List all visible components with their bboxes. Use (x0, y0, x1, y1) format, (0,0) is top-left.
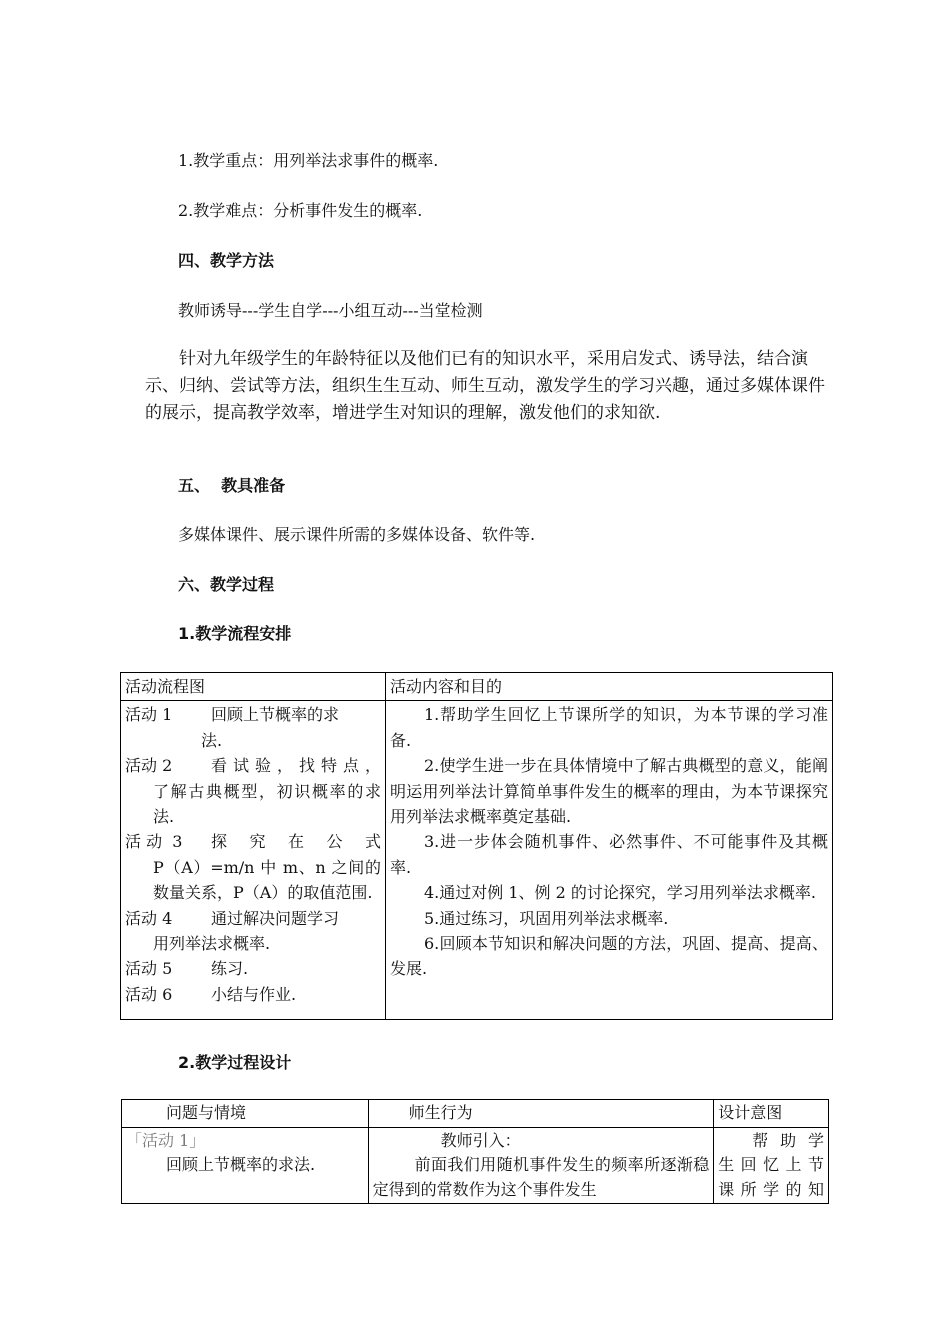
goal-item: 4.通过对例 1、例 2 的讨论探究，学习用列举法求概率. (424, 883, 816, 903)
flow-header-cell: 活动内容和目的 (386, 673, 833, 701)
behavior-text: 前面我们用随机事件发生的频率所逐渐稳定得到的常数作为这个事件发生 (372, 1155, 710, 1199)
activity-item: 活动 4 通过解决问题学习 用列举法求概率. (125, 906, 381, 957)
activity-name: 活 动 3 (125, 832, 183, 852)
goal-item: 6.回顾本节知识和解决问题的方法，巩固、提高、提高、发展. (390, 934, 828, 979)
behavior-cell (368, 1127, 714, 1204)
subheading-flow: 1.教学流程安排 (178, 624, 292, 643)
intent-line: 生回忆上节 (718, 1155, 824, 1174)
activity-name: 活动 6 (125, 984, 173, 1004)
situation-text: 回顾上节概率的求法. (166, 1155, 316, 1174)
teaching-focus: 1.教学重点：用列举法求事件的概率. (178, 151, 439, 170)
activity-text: 练习. (211, 959, 249, 979)
flow-table (120, 672, 833, 1020)
activity-name: 活动 4 (125, 908, 173, 928)
situation-cell (122, 1127, 369, 1204)
section-heading-methods: 四、教学方法 (178, 251, 275, 270)
activity-item: 活动 1 回顾上节概率的求 法. (125, 702, 381, 753)
goals-cell (386, 701, 833, 1020)
activity-tag: 「活动 1」 (126, 1130, 206, 1150)
activity-name: 活动 1 (125, 705, 173, 725)
activity-name: 活动 5 (125, 959, 173, 979)
activity-cell (121, 701, 386, 1020)
goal-item: 1.帮助学生回忆上节课所学的知识，为本节课的学习准备. (390, 705, 828, 750)
design-table (121, 1099, 829, 1204)
intent-cell (714, 1127, 829, 1204)
activity-item: 活动 2 看试验，找特点， 了解古典概型，初识概率的求法. (125, 753, 381, 829)
activity-text: 回顾上节概率的求 (211, 705, 340, 725)
flow-table-header (121, 673, 833, 701)
design-header-cell: 师生行为 (368, 1100, 714, 1128)
goal-item: 3.进一步体会随机事件、必然事件、不可能事件及其概率. (390, 832, 828, 877)
flow-header-cell: 活动流程图 (121, 673, 386, 701)
intent-line: 课所学的知 (718, 1179, 824, 1199)
subheading-design: 2.教学过程设计 (178, 1053, 292, 1072)
methods-line: 教师诱导---学生自学---小组互动---当堂检测 (178, 301, 483, 320)
teaching-difficulty: 2.教学难点：分析事件发生的概率. (178, 201, 423, 220)
tools-text: 多媒体课件、展示课件所需的多媒体设备、软件等. (178, 525, 536, 544)
activity-item (125, 982, 381, 1007)
activity-name: 活动 2 (125, 756, 173, 776)
goal-item: 5.通过练习，巩固用列举法求概率. (424, 908, 669, 928)
goal-item: 2.使学生进一步在具体情境中了解古典概型的意义，能阐明运用列举法计算简单事件发生的概率的理由，为本节课探究用列举法求概率奠定基础. (390, 756, 828, 827)
design-header-cell: 设计意图 (714, 1100, 829, 1128)
activity-item: 活 动 3 探 究 在 公 式 P（A）=m/n 中 m、n 之间的数量关系，P（A）的取值范围. (125, 829, 381, 905)
section-heading-tools: 五、 教具准备 (178, 476, 286, 495)
flow-table-row (121, 701, 833, 1020)
design-table-row (122, 1127, 829, 1204)
activity-item (125, 956, 381, 981)
design-table-header (122, 1100, 829, 1128)
intent-line: 帮 助 学 (752, 1130, 824, 1150)
methods-paragraph: 针对九年级学生的年龄特征以及他们已有的知识水平，采用启发式、诱导法，结合演示、归纳、尝试等方法，组织生生互动、师生互动，激发学生的学习兴趣，通过多媒体课件的展示，提高教学效率，增进学生对知识的理解，激发他们的求知欲. (145, 349, 825, 423)
teacher-intro: 教师引入： (440, 1130, 521, 1150)
activity-text: 小结与作业. (211, 984, 297, 1004)
design-header-cell: 问题与情境 (122, 1100, 369, 1128)
section-heading-process: 六、教学过程 (178, 575, 275, 594)
